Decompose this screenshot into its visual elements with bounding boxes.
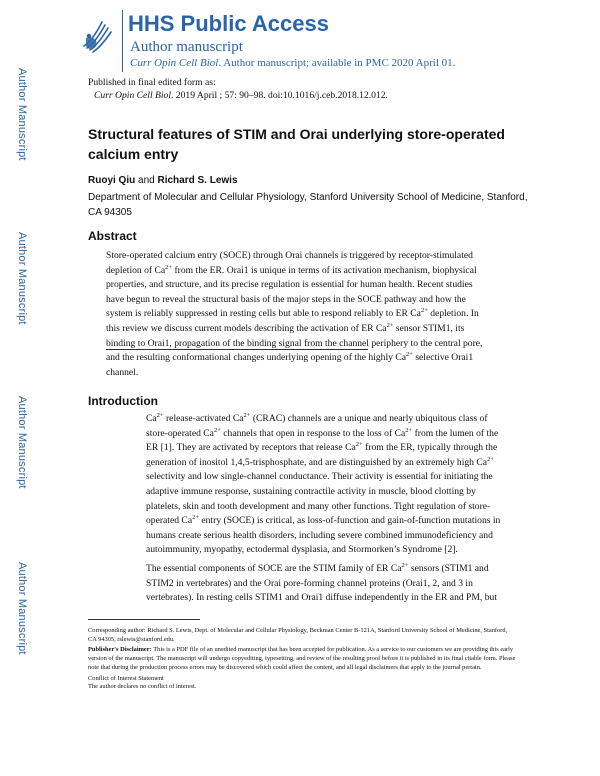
superscript: 2+ xyxy=(165,263,173,271)
introduction-paragraph-2 xyxy=(146,562,514,606)
text-line: this review we discuss current models describing the activation of ER $Ca^{2+}$ sensor STIM1, its xyxy=(106,321,465,334)
introduction-paragraph-1 xyxy=(146,412,514,558)
text-line: platelets, skin and tooth development and many other functions. Tight regulation of store- xyxy=(146,500,491,512)
text-line: selectivity and low single-channel conductance. Their activity is essential for initiating the xyxy=(146,471,493,483)
text-line: The essential components of SOCE are the STIM family of ER $Ca^{2+}$ sensors (STIM1 and xyxy=(146,561,489,574)
margin-label-4: Author Manuscript xyxy=(16,562,28,655)
text-line: $Ca^{2+}$ release-activated $Ca^{2+}$ (CRAC) channels are a unique and nearly ubiquitous class of xyxy=(146,411,488,424)
text-line: operated $Ca^{2+}$ entry (SOCE) is critical, as loss-of-function and gain-of-function mutations in xyxy=(146,513,501,527)
text-line: adaptive immune response, sustaining contractile activity in muscle, blood clotting by xyxy=(146,485,476,497)
text-line: properties, and structure, and its precise regulation is essential for human health. Recent studies xyxy=(106,279,473,291)
abstract-body xyxy=(106,249,508,380)
footnotes xyxy=(88,627,516,692)
citation-details: . 2019 April ; 57: 90–98. doi:10.1016/j.ceb.2018.12.012. xyxy=(171,89,388,101)
margin-label-1: Author Manuscript xyxy=(16,68,28,161)
journal-name: Curr Opin Cell Biol xyxy=(130,57,219,69)
text-line: humans create serious health disorders, including severe combined immunodeficiency and xyxy=(146,529,493,541)
superscript: 2+ xyxy=(355,441,363,448)
author-affiliation: Department of Molecular and Cellular Physiology, Stanford University School of Medicine, Stanford, CA 94305 xyxy=(88,192,528,218)
text-line: system is reliably suppressed in resting cells but able to respond reliably to ER $Ca^{2+}$ depletion. In xyxy=(106,307,479,320)
manuscript-label: Author manuscript xyxy=(130,39,243,55)
abstract-heading: Abstract xyxy=(88,229,137,243)
superscript: 2+ xyxy=(406,350,413,358)
margin-label-3: Author Manuscript xyxy=(16,396,28,489)
text-line: ER [1]. They are activated by receptors that release $Ca^{2+}$ from the ER, typically through the xyxy=(146,441,498,454)
publisher-disclaimer xyxy=(88,646,516,672)
superscript: 2+ xyxy=(386,321,394,329)
availability-text: . Author manuscript; available in PMC 2020 April 01. xyxy=(218,57,456,69)
conflict-heading: Conflict of Interest Statement xyxy=(88,674,164,682)
text-line: autoimmunity, myopathy, ectodermal dysplasia, and Stormorken’s Syndrome [2]. xyxy=(146,544,458,556)
author-conjunction: and xyxy=(135,175,158,186)
superscript: 2+ xyxy=(401,561,409,569)
text-line: depletion of $Ca^{2+}$ from the ER. Orai1 is unique in terms of its activation mechanism, biophysical xyxy=(106,263,477,276)
superscript: 2+ xyxy=(405,426,413,434)
superscript: 2+ xyxy=(487,455,494,463)
author-name: Richard S. Lewis xyxy=(157,175,238,186)
footnote-divider xyxy=(88,619,200,620)
superscript: 2+ xyxy=(192,513,200,521)
citation-line xyxy=(88,90,388,103)
superscript: 2+ xyxy=(420,307,428,315)
article-title: Structural features of STIM and Orai underlying store-operated calcium entry xyxy=(88,126,505,162)
corresponding-author-note: Corresponding author: Richard S. Lewis, Dept. of Molecular and Cellular Physiology, Beckman Center B-121A, Stanford University School of Medicine, Stanford, CA 94305, rslewis@stanford.edu. xyxy=(88,627,508,643)
text-line: and the resulting conformational changes underlying opening of the highly $Ca^{2+}$ selective Orai1 xyxy=(106,350,474,364)
header-divider xyxy=(122,10,123,72)
author-name: Ruoyi Qiu xyxy=(88,175,136,186)
text-line: store-operated $Ca^{2+}$ channels that open in response to the loss of $Ca^{2+}$ from the lumen of the xyxy=(146,426,499,439)
text-line: binding to Orai1, propagation of the binding signal from the channel periphery to the central pore, xyxy=(106,337,483,349)
conflict-statement: The author declares no conflict of interest. xyxy=(88,683,197,691)
citation-journal: Curr Opin Cell Biol xyxy=(94,89,172,101)
text-line: STIM2 in vertebrates) and the Orai pore-forming channel proteins (Orai1, 2, and 3 in xyxy=(146,577,473,589)
text-line: Store-operated calcium entry (SOCE) through Orai channels is triggered by receptor-stimulated xyxy=(106,250,473,261)
publication-info xyxy=(88,77,388,102)
section-divider xyxy=(106,349,368,350)
text-line: vertebrates). In resting cells STIM1 and Orai1 diffuse independently in the ER and PM, but xyxy=(146,592,497,604)
page-brand-title: HHS Public Access xyxy=(128,11,329,36)
text-line: channel. xyxy=(106,366,139,378)
text-line: generation of inositol 1,4,5-trisphosphate, and are distinguished by an extremely high $Ca^{2+}$ xyxy=(146,455,494,468)
superscript: 2+ xyxy=(243,411,251,419)
superscript: 2+ xyxy=(213,426,221,434)
introduction-heading: Introduction xyxy=(88,394,158,408)
hhs-eagle-logo-icon xyxy=(80,16,114,56)
disclaimer-label: Publisher's Disclaimer: xyxy=(88,646,152,654)
author-list xyxy=(88,175,238,186)
publication-label: Published in final edited form as: xyxy=(88,77,216,88)
margin-label-2: Author Manuscript xyxy=(16,232,28,325)
availability-line xyxy=(130,57,455,69)
disclaimer-text: This is a PDF file of an unedited manuscript that has been accepted for publication. As a service to our customers we are providing this early version of the manuscript. The manuscript will undergo copyediting, typesetting, and review of the resulting proof before it is published in its final citable form. Please note that during the production process errors may be discovered which could affect the content, and all legal disclaimers that apply to the journal pertain. xyxy=(88,646,516,671)
text-line: have begun to reveal the structural basis of the major steps in the SOCE pathway and how the xyxy=(106,293,466,305)
superscript: 2+ xyxy=(156,411,164,419)
